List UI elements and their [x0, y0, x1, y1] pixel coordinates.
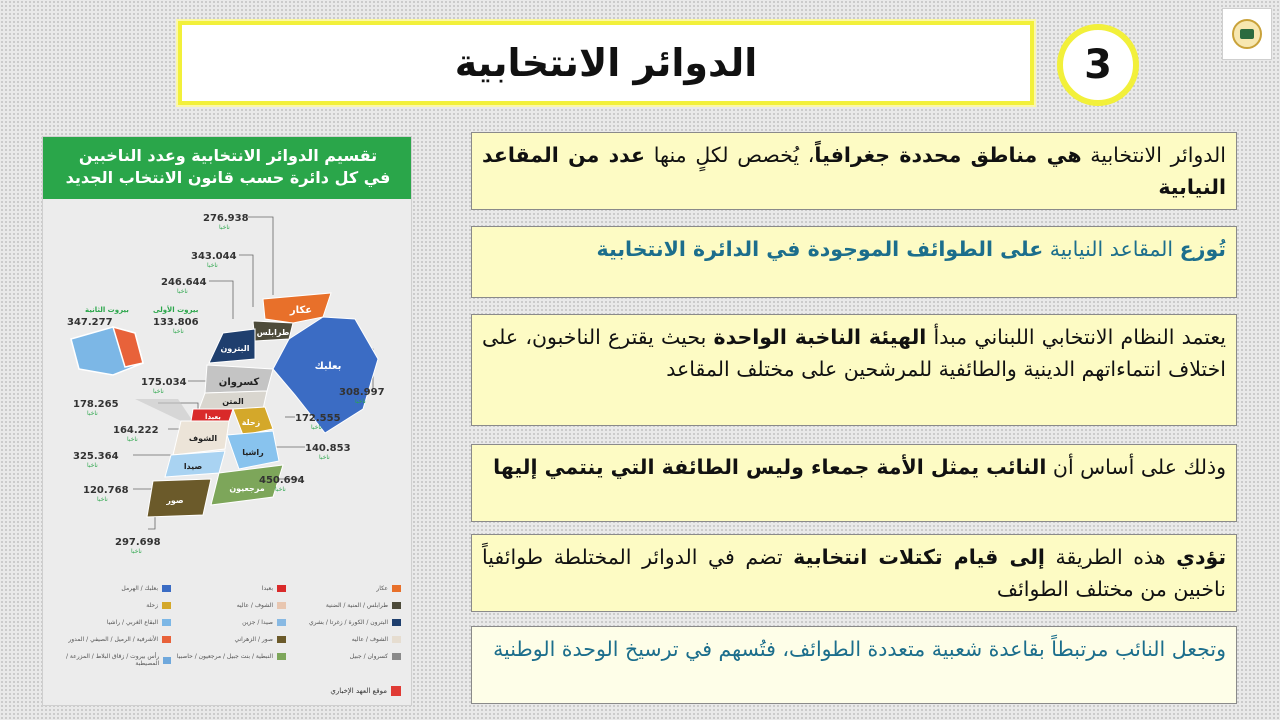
unit-9: ناخبا	[97, 496, 108, 503]
legend-item	[326, 602, 401, 609]
unit-2: ناخبا	[207, 262, 218, 269]
map-legend	[57, 585, 401, 681]
map-name-akkar: عكار	[289, 305, 313, 316]
legend-swatch	[162, 636, 171, 643]
value-north1: 276.938	[203, 213, 249, 224]
map-name-baalbek: بعلبك	[314, 361, 342, 372]
card-definition	[471, 132, 1237, 210]
unit-11: ناخبا	[355, 398, 366, 405]
legend-label: الأشرفية / الرميل / الصيفي / المدور	[68, 636, 158, 643]
legend-item	[146, 602, 171, 609]
card-text-segment: وتجعل النائب مرتبطاً بقاعدة شعبية متعددة الطوائف، فتُسهم في ترسيخ الوحدة الوطنية	[493, 637, 1226, 661]
legend-swatch	[277, 602, 286, 609]
slide-title: الدوائر الانتخابية	[454, 41, 758, 85]
unit-14: ناخبا	[275, 486, 286, 493]
legend-swatch	[162, 619, 171, 626]
card-text-segment: يعتمد النظام الانتخابي اللبناني مبدأ	[926, 325, 1226, 349]
legend-label: صور / الزهراني	[234, 636, 273, 643]
value-baalbek: 308.997	[339, 387, 385, 398]
value-baabda: 178.265	[73, 399, 119, 410]
map-name-chouf: الشوف	[188, 434, 218, 443]
card-text-segment: على الطوائف الموجودة في الدائرة الانتخابية	[596, 237, 1044, 261]
unit-4: ناخبا	[173, 328, 184, 335]
map-name-metn: المتن	[222, 397, 244, 406]
legend-item	[107, 619, 171, 626]
map-name-keserwan: كسروان	[218, 377, 260, 388]
card-single-electorate	[471, 314, 1237, 426]
slide-number-badge: 3	[1057, 24, 1139, 106]
card-text-segment: هذه الطريقة	[1044, 545, 1177, 569]
legend-item	[242, 619, 286, 626]
map-name-marjayoun: مرجعيون	[229, 484, 265, 493]
institution-logo	[1222, 8, 1272, 60]
legend-swatch	[392, 636, 401, 643]
map-name-tripoli: طرابلس	[256, 328, 290, 337]
legend-item	[237, 602, 286, 609]
value-south1: 120.768	[83, 485, 129, 496]
card-text-segment: تُوزع	[1179, 237, 1226, 261]
value-north2: 343.044	[191, 251, 237, 262]
legend-item	[121, 585, 171, 592]
legend-swatch	[163, 657, 171, 664]
legend-item	[262, 585, 286, 592]
unit-1: ناخبا	[219, 224, 230, 231]
card-text-segment: الدوائر الانتخابية	[1081, 143, 1226, 167]
card-text-segment: تضم في الدوائر المختلطة طوائفياً ناخبين من مختلف الطوائف	[482, 545, 1226, 601]
map-name-north3: البترون	[220, 344, 250, 353]
card-text-segment: تؤدي	[1176, 545, 1227, 569]
legend-label: البقاع الغربي / راشيا	[106, 619, 158, 626]
map-name-saida: صيدا	[183, 462, 203, 471]
legend-swatch	[392, 602, 401, 609]
map-name-sour: صور	[166, 496, 184, 505]
card-text-segment: عدد من المقاعد النيابية	[482, 143, 1226, 199]
legend-swatch	[392, 653, 401, 660]
legend-swatch	[392, 585, 401, 592]
value-aley: 164.222	[113, 425, 159, 436]
legend-swatch	[392, 619, 401, 626]
value-north3: 246.644	[161, 277, 207, 288]
label-beirut1: بيروت الأولى	[153, 306, 199, 314]
card-electoral-blocs	[471, 534, 1237, 612]
value-marjayoun: 450.694	[259, 475, 305, 486]
infographic-header	[43, 137, 412, 199]
legend-item	[309, 619, 401, 626]
unit-13: ناخبا	[319, 454, 330, 461]
legend-item	[376, 585, 401, 592]
unit-7: ناخبا	[127, 436, 138, 443]
legend-swatch	[277, 653, 286, 660]
value-rashaya: 140.853	[305, 443, 351, 454]
label-beirut2: بيروت الثانية	[85, 306, 129, 314]
card-text-segment: إلى قيام تكتلات انتخابية	[793, 545, 1045, 569]
card-text-segment: هي مناطق محددة جغرافياً	[814, 143, 1082, 167]
legend-label: البترون / الكورة / زغرتا / بشري	[308, 619, 388, 626]
legend-item	[57, 653, 171, 667]
card-text-segment: بحيث يقترع الناخبون، على اختلاف انتماءاتهم الدينية والطائفية للمرشحين على مختلف المقاعد	[482, 325, 1226, 381]
legend-label: صيدا / جزين	[242, 619, 273, 626]
infographic-header-line2: في كل دائرة حسب قانون الانتخاب الجديد	[65, 168, 391, 187]
card-text-segment: وذلك على أساس أن	[1046, 455, 1226, 479]
legend-label: الشوف / عاليه	[236, 602, 273, 609]
legend-item	[234, 636, 286, 643]
unit-6: ناخبا	[87, 410, 98, 417]
legend-item	[352, 636, 401, 643]
legend-item	[350, 653, 401, 660]
value-south2: 297.698	[115, 537, 161, 548]
legend-swatch	[277, 619, 286, 626]
infographic-header-line1: تقسيم الدوائر الانتخابية وعدد الناخبين	[78, 146, 378, 165]
value-keserwan: 175.034	[141, 377, 187, 388]
unit-5: ناخبا	[153, 388, 164, 395]
card-text-segment: المقاعد النيابية	[1043, 237, 1180, 261]
unit-8: ناخبا	[87, 462, 98, 469]
card-represents-nation	[471, 444, 1237, 522]
value-beirut1: 133.806	[153, 317, 199, 328]
infographic-footer	[281, 682, 401, 700]
legend-label: بعبدا	[261, 585, 273, 592]
legend-label: زحلة	[146, 602, 158, 609]
map-name-rashaya: راشيا	[242, 448, 264, 457]
legend-label: كسروان / جبيل	[349, 653, 388, 660]
legend-item	[177, 653, 286, 660]
value-zahle: 172.555	[295, 413, 341, 424]
legend-label: النبطية / بنت جبيل / مرجعيون / حاصبيا	[176, 653, 273, 660]
map-name-baabda: بعبدا	[205, 413, 221, 421]
slide-title-box	[178, 21, 1034, 105]
value-south3: 325.364	[73, 451, 119, 462]
map-name-zahle: زحلة	[241, 418, 261, 427]
card-national-unity	[471, 626, 1237, 704]
news-site-logo-icon	[391, 686, 401, 696]
legend-item	[68, 636, 171, 643]
value-beirut2: 347.277	[67, 317, 113, 328]
card-text-segment: ، يُخصص لكلٍ منها	[645, 143, 815, 167]
logo-seal-icon	[1232, 19, 1262, 49]
unit-10: ناخبا	[131, 548, 142, 555]
legend-swatch	[277, 585, 286, 592]
legend-swatch	[162, 585, 171, 592]
legend-label: عكار	[376, 585, 388, 592]
card-text-segment: النائب يمثل الأمة جمعاء وليس الطائفة التي ينتمي إليها	[493, 455, 1047, 479]
footer-source: موقع العهد الإخباري	[330, 687, 387, 695]
card-seat-distribution	[471, 226, 1237, 298]
unit-12: ناخبا	[311, 424, 322, 431]
legend-label: طرابلس / المنية / الضنية	[325, 602, 388, 609]
card-text-segment: الهيئة الناخبة الواحدة	[713, 325, 927, 349]
unit-3: ناخبا	[177, 288, 188, 295]
legend-swatch	[162, 602, 171, 609]
legend-label: رأس بيروت / زقاق البلاط / المزرعة / المصيطبة	[65, 653, 160, 667]
legend-label: بعلبك / الهرمل	[121, 585, 158, 592]
legend-swatch	[277, 636, 286, 643]
lebanon-map	[43, 199, 412, 585]
electoral-map-infographic	[42, 136, 412, 706]
legend-label: الشوف / عاليه	[351, 636, 388, 643]
